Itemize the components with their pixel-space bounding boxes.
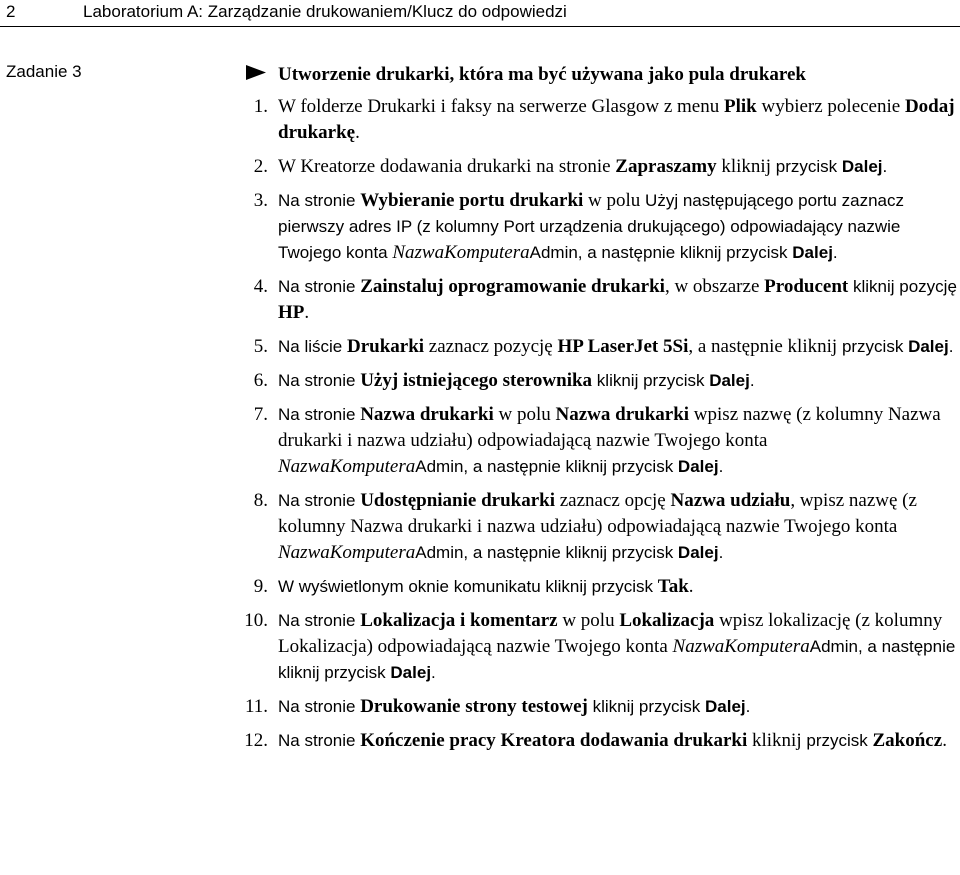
step-item: [216, 402, 960, 480]
text-segment: w polu: [557, 610, 620, 631]
bold-term: Dalej: [792, 243, 833, 262]
bold-term: Dalej: [908, 337, 949, 356]
step-number: 10.: [244, 610, 268, 631]
header-title: Laboratorium A: Zarządzanie drukowaniem/Klucz do odpowiedzi: [83, 2, 567, 21]
step-text: [278, 576, 694, 597]
step-text: [278, 610, 955, 683]
text-segment: w polu: [583, 190, 646, 211]
step-number: 12.: [244, 730, 268, 751]
text-segment: Na stronie: [278, 277, 361, 296]
bold-term: Wybieranie portu drukarki: [360, 190, 584, 211]
text-segment: W wyświetlonym oknie komunikatu kliknij przycisk: [278, 577, 658, 596]
text-segment: , wpisz nazwę (z kolumny Nazwa drukarki i nazwa udziału) odpowiadającą nazwie Twojego konta: [278, 490, 917, 537]
text-segment: Użyj następującego portu zaznacz pierwszy adres IP (z kolumny Port urządzenia drukującego) odpowiadający nazwie Twojego konta: [278, 191, 904, 262]
text-segment: .: [431, 663, 436, 682]
task-label: Zadanie 3: [6, 62, 82, 81]
bold-term: HP LaserJet 5Si: [557, 336, 689, 357]
step-item: [216, 694, 960, 720]
arrow-right-icon: [246, 64, 266, 86]
step-number: 1.: [253, 96, 268, 117]
text-segment: .: [942, 730, 947, 751]
text-segment: wybierz polecenie: [756, 96, 905, 117]
bold-term: Nazwa drukarki: [555, 404, 690, 425]
bold-term: Tak: [657, 576, 689, 597]
step-number: 3.: [253, 190, 268, 211]
text-segment: Admin, a następnie kliknij przycisk: [415, 543, 678, 562]
step-text: [278, 96, 955, 143]
italic-term: NazwaKomputera: [278, 456, 416, 477]
task-heading: [246, 64, 806, 86]
text-segment: kliknij przycisk: [592, 697, 705, 716]
text-segment: Na stronie: [278, 191, 361, 210]
bold-term: Drukarki: [346, 336, 425, 357]
step-item: [216, 368, 960, 394]
step-number: 6.: [253, 370, 268, 391]
step-number: 7.: [253, 404, 268, 425]
text-segment: kliknij: [716, 156, 776, 177]
header-rule: [0, 26, 960, 27]
step-text: [278, 276, 957, 323]
bold-term: Dalej: [705, 697, 746, 716]
step-number: 5.: [253, 336, 268, 357]
text-segment: Na stronie: [278, 697, 361, 716]
bold-term: Plik: [723, 96, 757, 117]
text-segment: .: [882, 157, 888, 176]
text-segment: Admin, a następnie kliknij przycisk: [278, 637, 956, 682]
bold-term: Dodaj drukarkę: [278, 96, 955, 143]
task-heading-text: Utworzenie drukarki, która ma być używana jako pula drukarek: [278, 64, 806, 85]
text-segment: Na liście: [278, 337, 347, 356]
text-segment: kliknij pozycję: [852, 277, 957, 296]
bold-term: Producent: [764, 276, 849, 297]
bold-term: Nazwa udziału: [670, 490, 791, 511]
text-segment: zaznacz pozycję: [424, 336, 558, 357]
text-segment: , w obszarze: [664, 276, 765, 297]
step-item: [216, 334, 960, 360]
bold-term: Dalej: [709, 371, 750, 390]
step-text: [278, 156, 887, 177]
text-segment: kliknij przycisk: [596, 371, 710, 390]
step-text: [278, 336, 953, 357]
step-item: [216, 274, 960, 326]
step-number: 9.: [253, 576, 268, 597]
text-segment: wpisz nazwę (z kolumny Nazwa drukarki i nazwa udziału) odpowiadającą nazwie Twojego konta: [278, 404, 941, 451]
text-segment: .: [304, 302, 310, 323]
step-text: [278, 730, 947, 751]
text-segment: wpisz lokalizację (z kolumny Lokalizacja) odpowiadającą nazwie Twojego konta: [278, 610, 943, 657]
bold-term: Dalej: [677, 457, 719, 476]
step-number: 4.: [253, 276, 268, 297]
step-item: [216, 574, 960, 600]
text-segment: przycisk: [841, 337, 909, 356]
text-segment: , a następnie kliknij: [688, 336, 842, 357]
bold-term: Dalej: [677, 543, 719, 562]
bold-term: Użyj istniejącego sterownika: [360, 370, 593, 391]
step-text: [278, 370, 755, 391]
text-segment: Na stronie: [278, 371, 361, 390]
step-number: 2.: [253, 156, 268, 177]
step-item: [216, 608, 960, 686]
step-item: [216, 188, 960, 266]
step-number: 8.: [253, 490, 268, 511]
step-number: 11.: [244, 696, 268, 717]
text-segment: .: [688, 576, 694, 597]
bold-term: Lokalizacja i komentarz: [360, 610, 558, 631]
step-item: [216, 94, 960, 146]
italic-term: NazwaKomputera: [278, 542, 416, 563]
text-segment: Na stronie: [278, 611, 361, 630]
text-segment: .: [832, 243, 838, 262]
text-segment: W Kreatorze dodawania drukarki na stronie: [278, 156, 616, 177]
text-segment: .: [749, 371, 755, 390]
text-segment: Admin, a następnie kliknij przycisk: [415, 457, 678, 476]
text-segment: Admin, a następnie kliknij przycisk: [529, 243, 793, 262]
text-segment: .: [718, 457, 724, 476]
italic-term: NazwaKomputera: [672, 636, 810, 657]
text-segment: Na stronie: [278, 731, 361, 750]
step-text: [278, 190, 904, 263]
step-text: [278, 404, 941, 477]
bold-term: Nazwa drukarki: [360, 404, 494, 425]
step-text: [278, 696, 750, 717]
bold-term: Lokalizacja: [619, 610, 715, 631]
text-segment: zaznacz opcję: [555, 490, 671, 511]
bold-term: Zainstaluj oprogramowanie drukarki: [360, 276, 665, 297]
bold-term: Udostępnianie drukarki: [360, 490, 555, 511]
text-segment: Na stronie: [278, 491, 361, 510]
text-segment: kliknij: [747, 730, 807, 751]
text-segment: w polu: [493, 404, 556, 425]
page-header: [0, 0, 960, 28]
bold-term: Kończenie pracy Kreatora dodawania drukarki: [360, 730, 748, 751]
bold-term: HP: [278, 302, 305, 323]
text-segment: przycisk: [775, 157, 842, 176]
bold-term: Zapraszamy: [615, 156, 717, 177]
text-segment: .: [718, 543, 724, 562]
step-item: [216, 488, 960, 566]
bold-term: Drukowanie strony testowej: [360, 696, 588, 717]
bold-term: Dalej: [841, 157, 883, 176]
step-item: [216, 728, 960, 754]
text-segment: Na stronie: [278, 405, 361, 424]
bold-term: Zakończ: [872, 730, 943, 751]
step-text: [278, 490, 917, 563]
text-segment: .: [355, 122, 360, 143]
bold-term: Dalej: [390, 663, 432, 682]
step-item: [216, 154, 960, 180]
text-segment: .: [948, 337, 954, 356]
text-segment: .: [745, 697, 751, 716]
page-number: 2: [6, 2, 16, 21]
steps-list: [216, 94, 960, 762]
text-segment: przycisk: [806, 731, 873, 750]
text-segment: W folderze Drukarki i faksy na serwerze Glasgow z menu: [278, 96, 724, 117]
italic-term: NazwaKomputera: [392, 242, 530, 263]
